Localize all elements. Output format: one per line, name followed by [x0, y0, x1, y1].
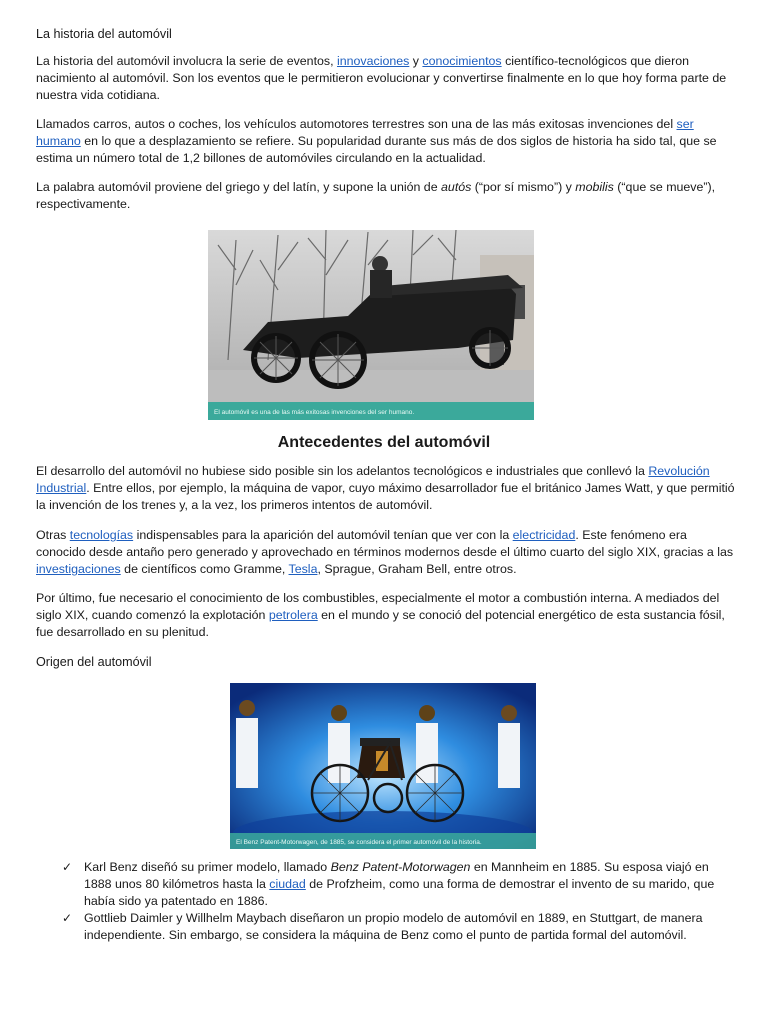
text-run: Gottlieb Daimler y Willhelm Maybach diseñaron un propio modelo de automóvil en 1889, en Stuttgart, de manera independiente. Sin embargo, se considera la máquina de Benz como el punto de partida formal del automóvil. [84, 911, 703, 942]
link-petrolera[interactable]: petrolera [268, 608, 318, 622]
figure-vintage-car [208, 230, 534, 420]
text-run: indispensables para la aparición del automóvil tenían que ver con la [133, 528, 513, 542]
text-run: Otras [36, 528, 70, 542]
text-run: . Este fenómeno era conocido desde antaño pero generado y aprovechado en términos modernos desde el último cuarto del siglo XIX, gracias a las [36, 528, 734, 559]
paragraph-electricity [36, 527, 736, 578]
figure-benz-motorwagen [230, 683, 536, 849]
link-conocimientos[interactable]: conocimientos [422, 54, 502, 68]
benz-motorwagen-photo [230, 683, 536, 849]
text-run: (“que se mueve”), respectivamente. [36, 180, 716, 211]
link-investigaciones[interactable]: investigaciones [36, 562, 121, 576]
checkmark-icon: ✓ [62, 860, 73, 874]
text-run: (“por sí mismo”) y [471, 180, 576, 194]
text-run: Karl Benz diseñó su primer modelo, llamado [84, 860, 331, 874]
document-title: La historia del automóvil [36, 27, 172, 41]
text-run: de Profzheim, como una forma de demostrar el invento de su marido, que había sido ya patentado en 1886. [84, 877, 715, 908]
paragraph-etymology [36, 179, 736, 213]
term-benz-patent-motorwagen: Benz Patent-Motorwagen [330, 860, 471, 874]
text-run: y [409, 54, 423, 68]
checkmark-icon: ✓ [62, 911, 73, 925]
link-electricidad[interactable]: electricidad [512, 528, 576, 542]
paragraph-intro [36, 53, 736, 104]
link-ciudad[interactable]: ciudad [269, 877, 306, 891]
section-heading-origen: Origen del automóvil [36, 655, 152, 669]
paragraph-revolution [36, 463, 736, 514]
paragraph-fuels [36, 590, 736, 641]
section-heading-antecedentes: Antecedentes del automóvil [277, 434, 491, 451]
term-mobilis: mobilis [575, 180, 614, 194]
text-run: . Entre ellos, por ejemplo, la máquina de vapor, cuyo máximo desarrollador fue el británico James Watt, y que permitió la invención de los trenes y, a la vez, los primeros intentos de automóvil. [36, 481, 735, 512]
link-ser-humano[interactable]: ser humano [36, 117, 694, 148]
text-run: científico-tecnológicos que dieron nacimiento al automóvil. Son los eventos que le permitieron evolucionar y convertirse finalmente en lo que hoy forma parte de nuestra vida cotidiana. [36, 54, 727, 102]
link-revolucion-industrial[interactable]: Revolución Industrial [36, 464, 710, 495]
text-run: , Sprague, Graham Bell, entre otros. [317, 562, 517, 576]
paragraph-names [36, 116, 736, 167]
text-run: La palabra automóvil proviene del griego y del latín, y supone la unión de [36, 180, 442, 194]
link-tecnologias[interactable]: tecnologías [69, 528, 134, 542]
text-run: Por último, fue necesario el conocimiento de los combustibles, especialmente el motor a combustión interna. A mediados del siglo XIX, cuando comenzó la explotación [36, 591, 720, 622]
figure-vintage-car-caption: El automóvil es una de las más exitosas invenciones del ser humano. [214, 409, 415, 416]
text-run: El desarrollo del automóvil no hubiese sido posible sin los adelantos tecnológicos e industriales que conllevó la [36, 464, 649, 478]
text-run: en lo que a desplazamiento se refiere. Su popularidad durante sus más de dos siglos de historia ha sido tal, que se estima un número total de 1,2 billones de automóviles circulando en la actualidad. [36, 134, 717, 165]
figure-benz-caption: El Benz Patent-Motorwagen, de 1885, se considera el primer automóvil de la historia. [236, 839, 482, 846]
link-innovaciones[interactable]: innovaciones [336, 54, 410, 68]
list-item [62, 910, 732, 944]
text-run: en Mannheim en 1885. Su esposa viajó en 1888 unos 80 kilómetros hasta la [84, 860, 709, 891]
text-run: Llamados carros, autos o coches, los vehículos automotores terrestres son una de las más exitosas invenciones del [36, 117, 677, 131]
text-run: La historia del automóvil involucra la serie de eventos, [36, 54, 337, 68]
origin-bullet-list [62, 859, 732, 944]
term-autos: autós [441, 180, 472, 194]
link-tesla[interactable]: Tesla [288, 562, 318, 576]
text-run: en el mundo y se conoció del potencial energético de esta sustancia fósil, fue desarrollado en su plenitud. [36, 608, 725, 639]
text-run: de científicos como Gramme, [120, 562, 289, 576]
vintage-car-photo [208, 230, 534, 420]
list-item [62, 859, 732, 910]
